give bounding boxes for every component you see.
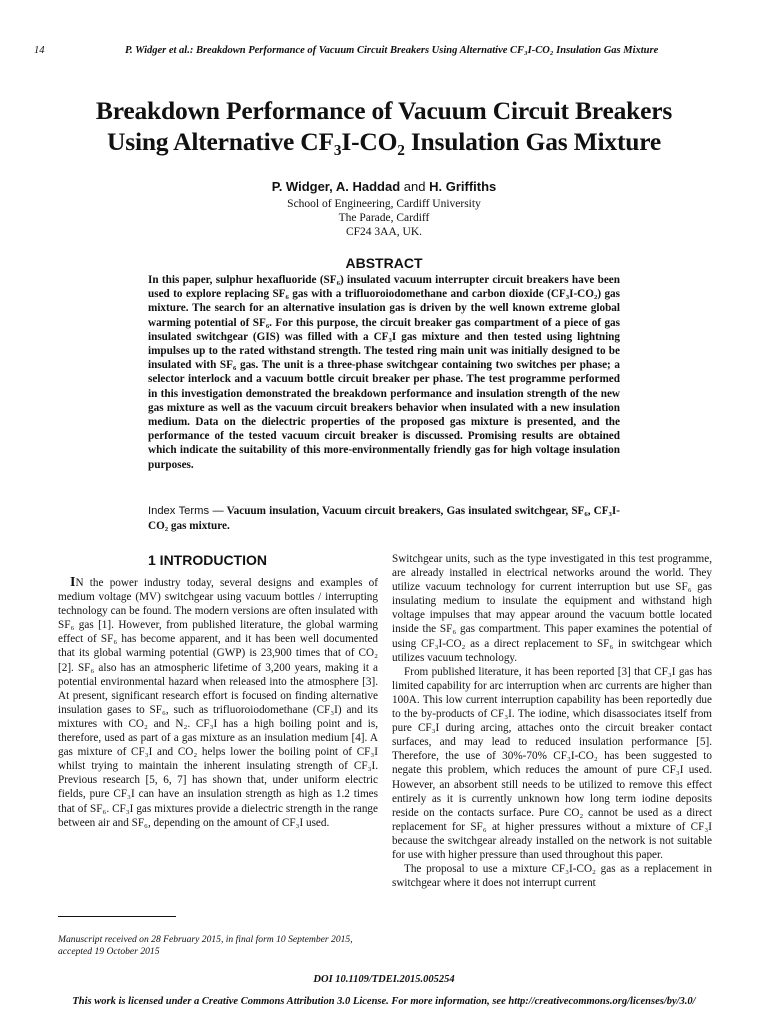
manuscript-footnote: Manuscript received on 28 February 2015, in final form 10 September 2015, accepted 19 October 2015 [58,934,353,957]
index-terms-list: Vacuum insulation, Vacuum circuit breakers, Gas insulated switchgear, SF₆, CF₃I-CO₂ gas mixture. [148,505,620,532]
intro-paragraph-3: From published literature, it has been reported [3] that CF₃I gas has limited capability for arc interruption when arc currents are higher than 100A. This low current interruption capability has been reportedly due to the by-products of CF₃I. The iodine, which disassociates itself from pure CF₃I during arcing, attaches onto the circuit breaker contact surfaces, and may lead to reduced insulation performance [5]. Therefore, the use of 30%-70% CF₃I-CO₂ has been suggested to negate this problem, which reduces the amount of pure CF₃I used. However, an absorbent still needs to be utilized to remove this effect entirely as it is currently unknown how long term iodine deposits reside on the contacts surface. Pure CO₂ cannot be used as a direct replacement for SF₆ at higher pressures without a mixture of CF₃I because the switchgear already installed on the network is not suitable for use with higher pressure than used throughout this paper. [392,665,712,861]
authors-last: H. Griffiths [429,179,497,194]
title-line-1: Breakdown Performance of Vacuum Circuit Breakers [95,96,673,125]
section-heading-introduction: 1 INTRODUCTION [148,552,267,568]
index-terms-label: Index Terms — [148,505,224,517]
page-number: 14 [34,45,45,56]
affiliation [60,197,708,239]
affiliation-line-2: The Parade, Cardiff [338,212,430,224]
left-column [58,576,378,830]
paper-title [60,95,708,157]
intro-paragraph-4: The proposal to use a mixture CF₃I-CO₂ gas as a replacement in switchgear where it does not interrupt current [392,863,712,890]
license-footer: This work is licensed under a Creative Commons Attribution 3.0 License. For more information, see http://creativecommons.org/licenses/by/3.0/ [72,996,696,1007]
intro-paragraph-2: Switchgear units, such as the type investigated in this test programme, are already installed in electrical networks around the world. They utilize vacuum technology for current interruption but use SF₆ gas insulating medium to insulate the equipment and withstand high voltage impulses that may appear around the vacuum bottle located inside the SF₆ gas compartment. This paper examines the potential of using CF₃I-CO₂ as a direct replacement to SF₆ in switchgear which utilizes vacuum technology. [392,553,712,664]
abstract-text: In this paper, sulphur hexafluoride (SF₆) insulated vacuum interrupter circuit breakers have been used to explore replacing SF₆ gas with a trifluoroiodomethane and carbon dioxide (CF₃I-CO₂) gas mixture. The search for an alternative insulation gas is driven by the well known extreme global warming potential of SF₆. For this purpose, the circuit breaker gas compartment of a piece of gas insulated switchgear (GIS) was filled with a CF₃I gas mixture and then tested using lightning impulses up to the rated withstand strength. The tested ring main unit was initially designed to be insulated with SF₆ gas. The unit is a three-phase switchgear containing two switches per phase; a selector interlock and a vacuum bottle circuit breaker per phase. The test programme performed in this investigation demonstrated the breakdown performance and insulation strength of the new gas mixture as well as the vacuum circuit breakers behavior when insulated with a new insulation medium. Data on the dielectric properties of the proposed gas mixture is presented, and the performance of the tested vacuum circuit breaker is discussed. Promising results are obtained which indicate the suitability of this more-environmentally friendly gas for high voltage insulation purposes. [148,274,620,471]
intro-paragraph-1 [58,576,378,830]
intro-paragraph-1-text: N the power industry today, several designs and examples of medium voltage (MV) switchgear using vacuum bottles / interrupting technology can be found. The modern versions are often insulated with SF₆ gas [1]. However, from published literature, the global warming effect of SF₆ has become apparent, and it has been well documented that its global warming potential (GWP) is 23,900 times that of CO₂ [2]. SF₆ also has an atmospheric lifetime of 3,200 years, making it a potential environmental hazard when released into the atmosphere [3]. At present, significant research effort is focused on finding alternative insulation gases to SF₆, such as trifluoroiodomethane (CF₃I) and its mixtures with CO₂ and N₂. CF₃I has a high boiling point and is, therefore, used as part of a gas mixture as an insulation medium [4]. A gas mixture of CF₃I and CO₂ helps lower the boiling point of CF₃I whilst trying to maintain the inherent insulating strength of CF₃I. Previous research [5, 6, 7] has shown that, under uniform electric fields, pure CF₃I can have an insulation strength as high as 1.2 times that of SF₆. CF₃I gas mixtures provide a dielectric strength in the range between air and SF₆, depending on the amount of CF₃I used. [58,577,378,829]
title-line-2: Using Alternative CF₃I-CO₂ Insulation Gas Mixture [107,127,661,156]
footnote-rule [58,916,176,917]
affiliation-line-1: School of Engineering, Cardiff University [287,198,481,210]
authors-and: and [403,179,426,194]
index-terms [148,504,620,534]
running-header: P. Widger et al.: Breakdown Performance of Vacuum Circuit Breakers Using Alternative CF₃I-CO₂ Insulation Gas Mixture [125,45,659,56]
drop-cap: I [70,575,76,590]
affiliation-line-3: CF24 3AA, UK. [345,226,423,238]
abstract-heading: ABSTRACT [345,255,423,271]
authors-first: P. Widger, A. Haddad [271,179,401,194]
doi-footer: DOI 10.1109/TDEI.2015.005254 [313,974,455,985]
author-list [60,179,708,194]
right-column [392,552,712,890]
